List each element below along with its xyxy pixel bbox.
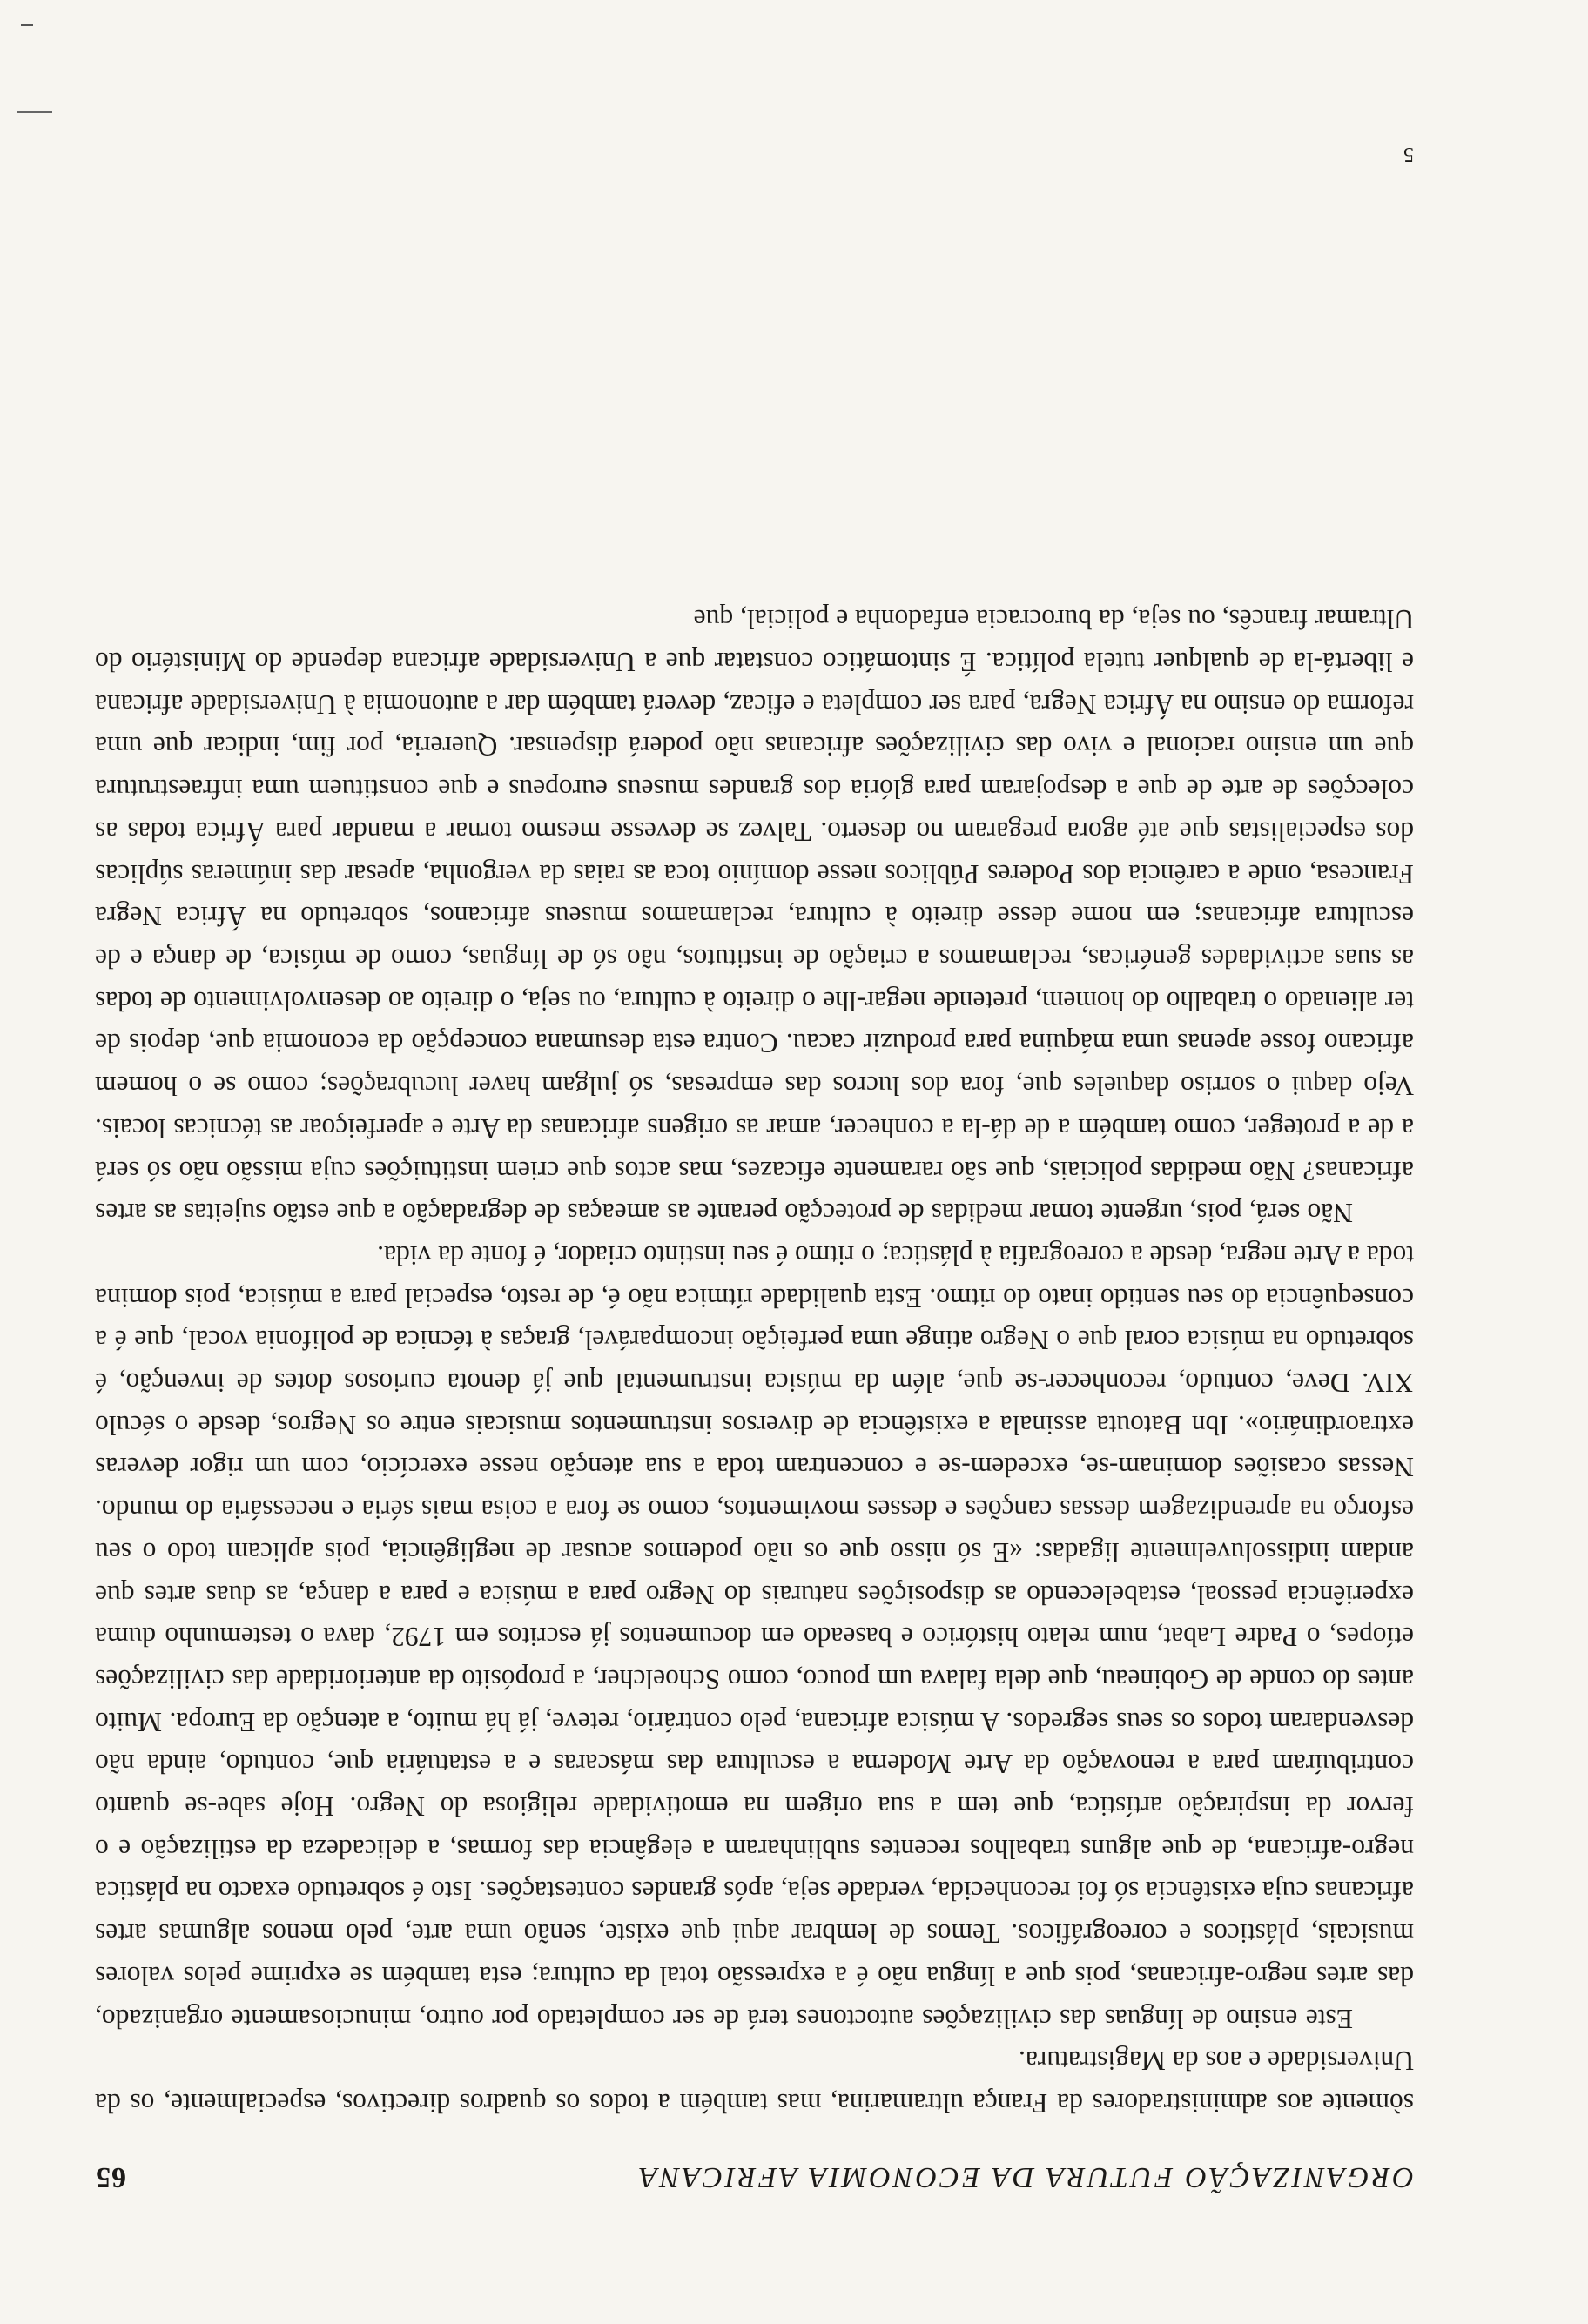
- scan-edge-mark: [17, 111, 52, 113]
- paragraph: Este ensino de línguas das civilizações autoctones terá de ser completado por outro, minuciosamente organizado, das artes negro-africanas, pois que a língua não é a expressão total da cultura; esta também se exprime pelos valores musicais, plásticos e coreográficos. Temos de lembrar aqui que existe, senão uma arte, pelo menos algumas artes africanas cuja existência só foi reconhecida, verdade seja, após grandes contestações. Isto é sobretudo exacto na plástica negro-africana, de que alguns trabalhos recentes sublinharam a elegância das formas, a delicadeza da estilização e o fervor da inspiração artística, que tem a sua origem na emotividade religiosa do Negro. Hoje sabe-se quanto contribuíram para a renovação da Arte Moderna a escultura das máscaras e a estatuária que, contudo, ainda não desvendaram todos os seus segredos. A música africana, pelo contrário, reteve, já há muito, a atenção da Europa. Muito antes do conde de Gobineau, que dela falava um pouco, como Schoelcher, a propósito da anterioridade das civilizações etíopes, o Padre Labat, num relato histórico e baseado em documentos já escritos em 1792, dava o testemunho duma experiência pessoal, estabelecendo as disposições naturais do Negro para a música e para a dança, as duas artes que andam indissoluvelmente ligadas: «E só nisso que os não podemos acusar de negligência, pois aplicam todo o seu esforço na aprendizagem dessas canções e desses movimentos, como se fora a coisa mais séria e necessária do mundo. Nessas ocasiões dominam-se, excedem-se e concentram toda a sua atenção nesse exercício, com um rigor deveras extraordinário». Ibn Batouta assinala a existência de diversos instrumentos musicais entre os Negros, desde o século XIV. Deve, contudo, reconhecer-se que, além da música instrumental que já denota curiosos dotes de invenção, é sobretudo na música coral que o Negro atinge uma perfeição incomparável, graças à técnica de polifonia vocal, que é a consequência do seu sentido inato do ritmo. Esta qualidade rítmica não é, de resto, especial para a música, pois domina toda a Arte negra, desde a coreografia à plástica; o ritmo é seu instinto criador, é fonte da vida.: [95, 1239, 1414, 2034]
- running-head: [95, 2160, 1414, 2193]
- signature-mark: 5: [1403, 143, 1414, 165]
- paragraph-continuation: sòmente aos administradores da França ultramarina, mas também a todos os quadros directivos, especialmente, os da Universidade e aos da Magistratura.: [95, 2045, 1414, 2119]
- page-number: 65: [95, 2161, 126, 2193]
- running-title: ORGANIZAÇÃO FUTURA DA ECONOMIA AFRICANA: [636, 2161, 1414, 2193]
- body-text: [95, 598, 1414, 2124]
- paragraph: Não será, pois, urgente tomar medidas de protecção perante as ameaças de degradação a que estão sujeitas as artes africanas? Não medidas policiais, que são raramente eficazes, mas actos que criem instituições cuja missão não só será a de a proteger, como também a de dá-la a conhecer, amar as origens africanas da Arte e aperfeiçoar as técnicas locais. Vejo daqui o sorriso daqueles que, fora dos lucros das empresas, só julgam haver lucubrações; como se o homem africano fosse apenas uma máquina para produzir cacau. Contra esta desumana concepção da economia que, depois de ter alienado o trabalho do homem, pretende negar-lhe o direito à cultura, ou seja, o direito ao desenvolvimento de todas as suas actividades genéricas, reclamamos a criação de institutos, não só de línguas, como de música, de dança e de escultura africanas; em nome desse direito à cultura, reclamamos museus africanos, sobretudo na África Negra Francesa, onde a carência dos Poderes Públicos nesse domínio toca as raias da vergonha, apesar das inúmeras súplicas dos especialistas que até agora pregaram no deserto. Talvez se devesse mesmo tornar a mandar para África todas as colecções de arte de que a despojaram para glória dos grandes museus europeus e que constituem uma infraestrutura que um ensino racional e vivo das civilizações africanas não poderá dispensar. Quereria, por fim, indicar que uma reforma do ensino na África Negra, para ser completa e eficaz, deverá também dar a autonomia à Universidade africana e libertá-la de qualquer tutela política. É sintomático constatar que a Universidade africana depende do Ministério do Ultramar francês, ou seja, da burocracia enfadonha e policial, que: [95, 604, 1414, 1229]
- scan-edge-mark: [21, 24, 33, 26]
